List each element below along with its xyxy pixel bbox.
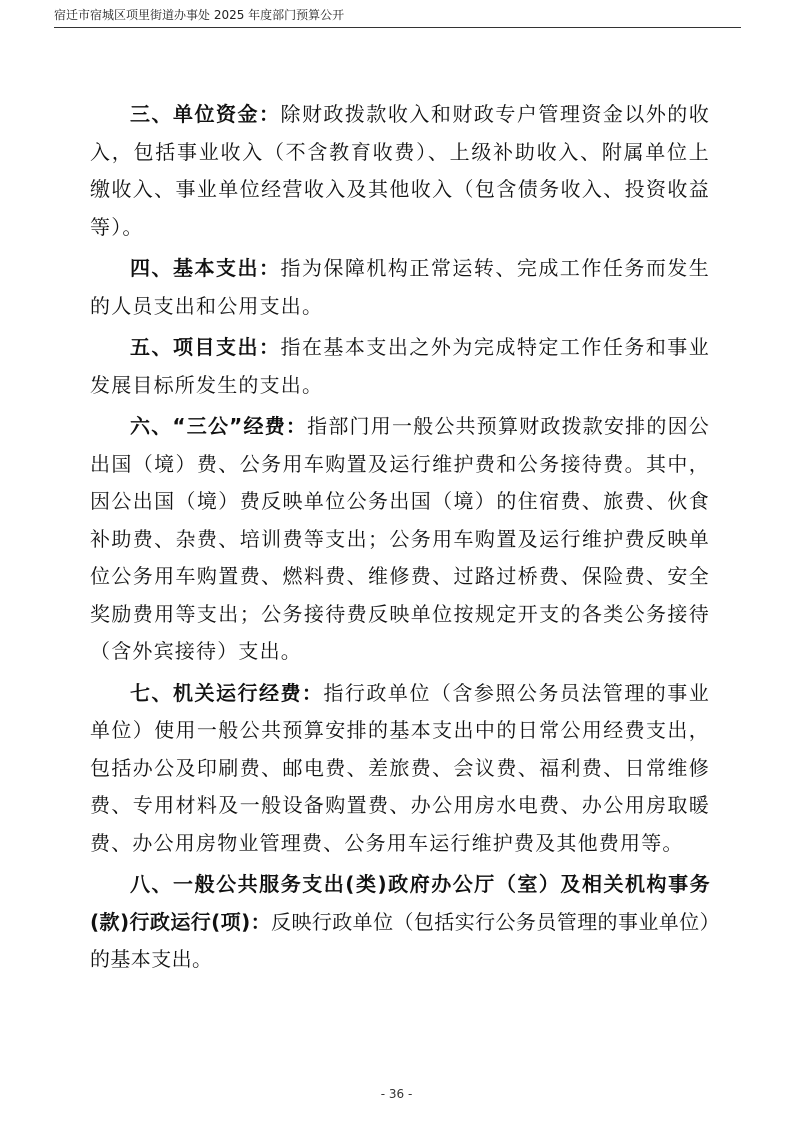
definition-text: 指部门用一般公共预算财政拨款安排的因公出国（境）费、公务用车购置及运行维护费和公务接待费。其中，因公出国（境）费反映单位公务出国（境）的住宿费、旅费、伙食补助费、杂费、培训费等支出；公务用车购置及运行维护费反映单位公务用车购置费、燃料费、维修费、过路过桥费、保险费、安全奖励费用等支出；公务接待费反映单位按规定开支的各类公务接待（含外宾接待）支出。 (90, 414, 710, 663)
definition-paragraph-public-services (90, 866, 710, 979)
definition-term: 五、项目支出： (130, 335, 281, 359)
header-divider (54, 27, 741, 28)
definition-text: 反映行政单位（包括实行公务员管理的事业单位）的基本支出。 (90, 909, 710, 971)
definition-term: 七、机关运行经费： (130, 680, 324, 705)
definition-term: 六、“三公”经费： (130, 414, 308, 438)
document-body (90, 96, 710, 983)
definition-text: 指为保障机构正常运转、完成工作任务而发生的人员支出和公用支出。 (90, 256, 711, 318)
definition-paragraph-unit-funds (90, 96, 710, 246)
definition-term: 八、一般公共服务支出(类)政府办公厅（室）及相关机构事务(款)行政运行(项)： (90, 872, 710, 934)
definition-paragraph-project-expenditure (90, 329, 710, 404)
definition-paragraph-operating-funds (90, 675, 710, 863)
definition-term: 三、单位资金： (130, 102, 281, 126)
definition-text: 指行政单位（含参照公务员法管理的事业单位）使用一般公共预算安排的基本支出中的日常公用经费支出，包括办公及印刷费、邮电费、差旅费、会议费、福利费、日常维修费、专用材料及一般设备购置费、办公用房水电费、办公用房取暖费、办公用房物业管理费、公务用车运行维护费及其他费用等。 (90, 680, 710, 855)
definition-text: 指在基本支出之外为完成特定工作任务和事业发展目标所发生的支出。 (90, 335, 711, 397)
definition-paragraph-three-public-funds (90, 408, 710, 671)
definition-text: 除财政拨款收入和财政专户管理资金以外的收入，包括事业收入（不含教育收费）、上级补助收入、附属单位上缴收入、事业单位经营收入及其他收入（包含债务收入、投资收益等）。 (90, 102, 711, 239)
page-number: - 36 - (380, 1087, 413, 1101)
page-header-title: 宿迁市宿城区项里街道办事处 2025 年度部门预算公开 (54, 8, 345, 22)
definition-paragraph-basic-expenditure (90, 250, 710, 325)
definition-term: 四、基本支出： (130, 256, 281, 280)
